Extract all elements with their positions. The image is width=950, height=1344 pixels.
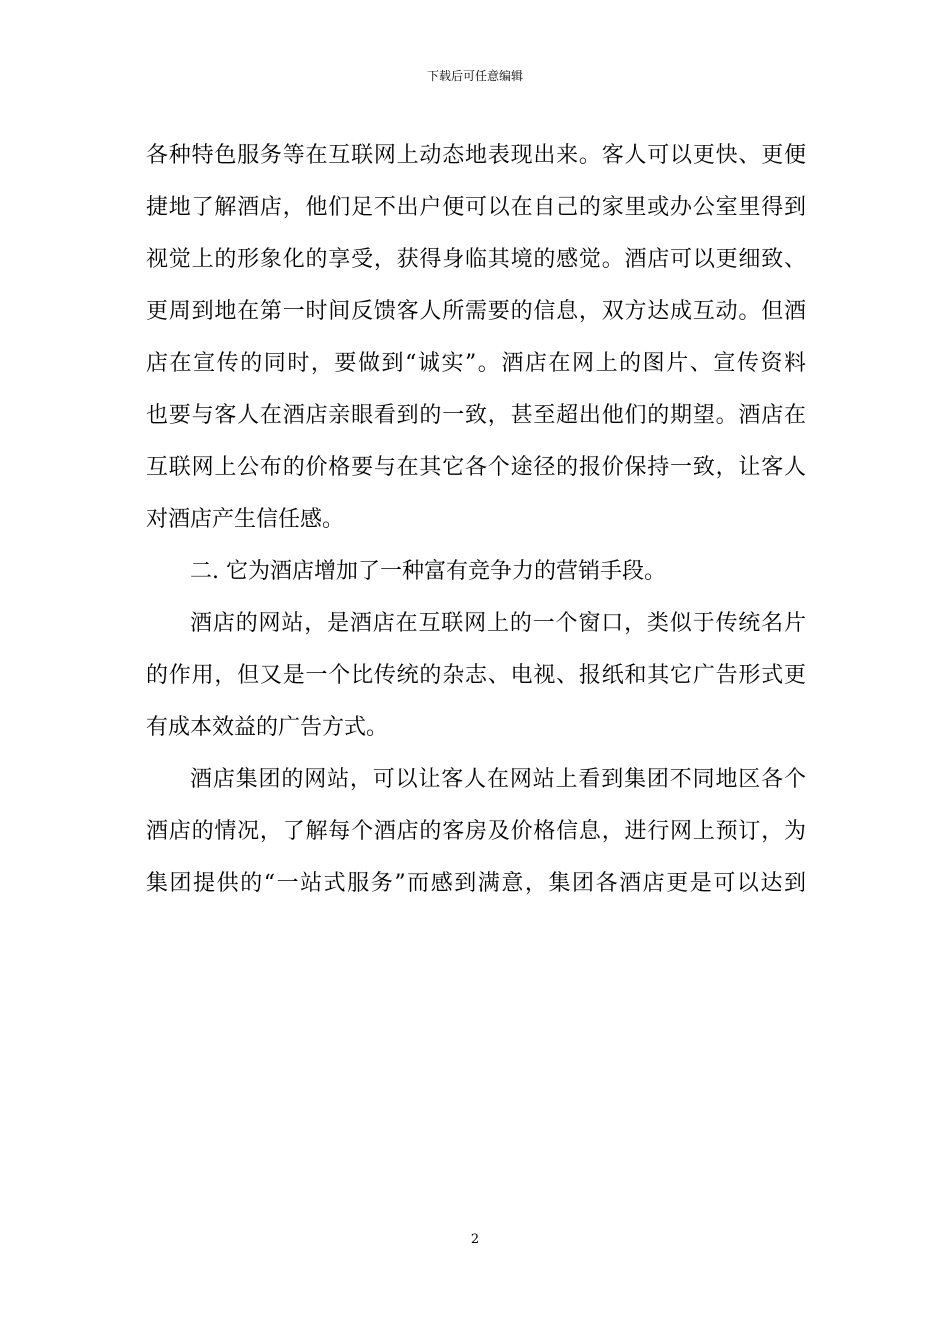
section-heading (146, 546, 806, 598)
paragraph (146, 754, 806, 910)
text-line: 集团提供的“一站式服务”而感到满意，集团各酒店更是可以达到 (146, 871, 806, 896)
text-line: 酒店的网站，是酒店在互联网上的一个窗口，类似于传统名片 (190, 611, 806, 636)
paragraph (146, 598, 806, 754)
text-line: 也要与客人在酒店亲眼看到的一致，甚至超出他们的期望。酒店在 (146, 403, 806, 428)
text-line: 酒店的情况，了解每个酒店的客房及价格信息，进行网上预订，为 (146, 819, 806, 844)
page-header: 下载后可任意编辑 (426, 69, 523, 83)
text-line: 对酒店产生信任感。 (146, 507, 345, 532)
text-line: 二. 它为酒店增加了一种富有竞争力的营销手段。 (190, 559, 666, 584)
text-line: 更周到地在第一时间反馈客人所需要的信息，双方达成互动。但酒 (146, 299, 806, 324)
body-text (146, 130, 806, 910)
text-line: 视觉上的形象化的享受，获得身临其境的感觉。酒店可以更细致、 (146, 247, 806, 272)
text-line: 店在宣传的同时，要做到“诚实”。酒店在网上的图片、宣传资料 (146, 351, 806, 376)
text-line: 互联网上公布的价格要与在其它各个途径的报价保持一致，让客人 (146, 455, 806, 480)
text-line: 有成本效益的广告方式。 (146, 715, 389, 740)
text-line: 酒店集团的网站，可以让客人在网站上看到集团不同地区各个 (190, 767, 806, 792)
text-line: 各种特色服务等在互联网上动态地表现出来。客人可以更快、更便 (146, 143, 806, 168)
paragraph (146, 130, 806, 546)
page-number: 2 (470, 1232, 480, 1247)
text-line: 的作用，但又是一个比传统的杂志、电视、报纸和其它广告形式更 (146, 663, 806, 688)
text-line: 捷地了解酒店，他们足不出户便可以在自己的家里或办公室里得到 (146, 195, 806, 220)
